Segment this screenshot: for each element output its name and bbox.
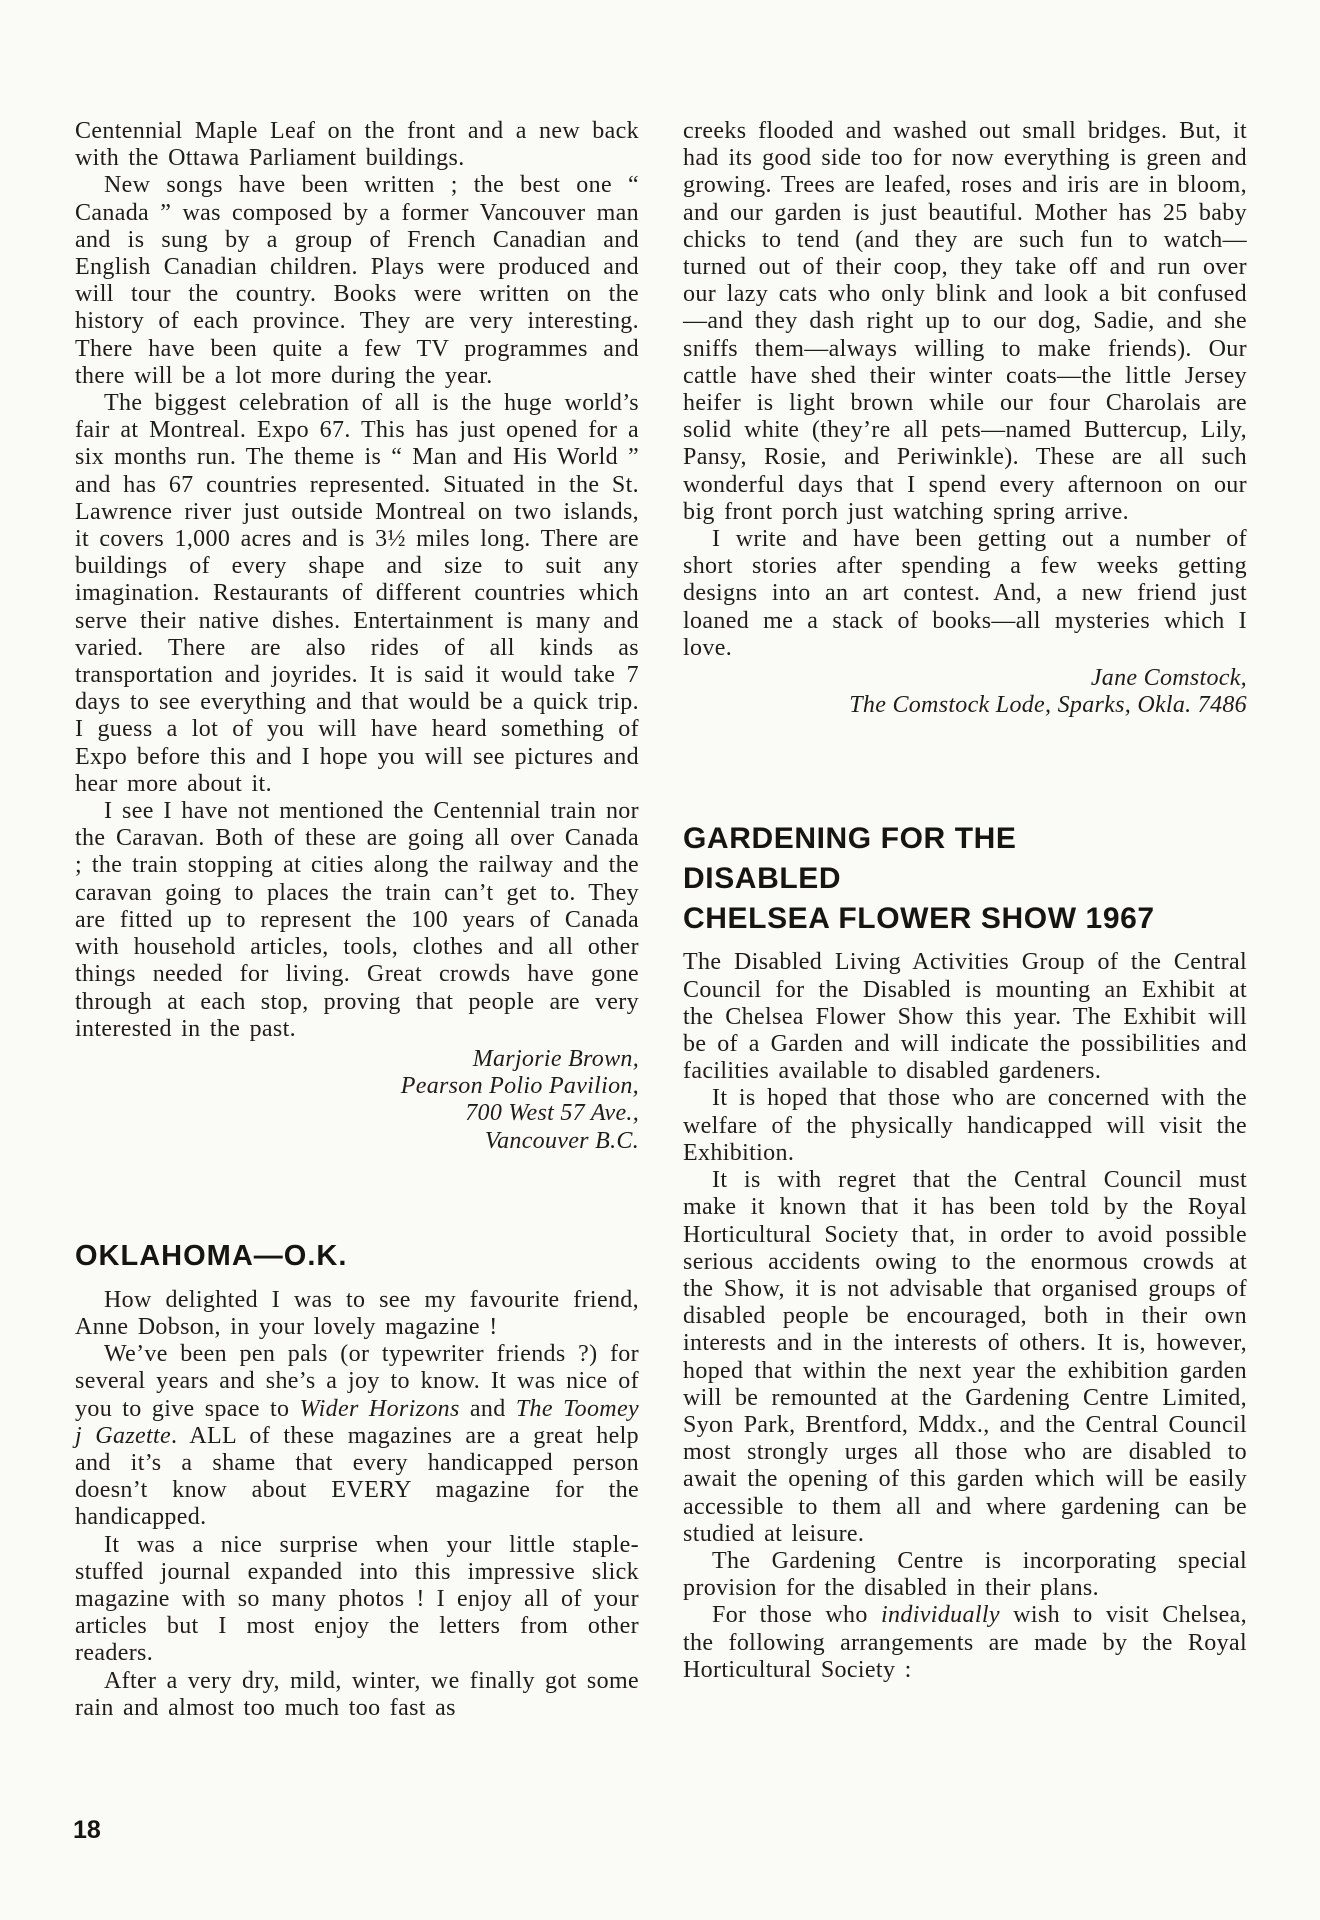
right-column xyxy=(683,118,1247,1722)
paragraph: Centennial Maple Leaf on the front and a new back with the Ottawa Parliament buildings. xyxy=(75,118,639,172)
paragraph: The Disabled Living Activities Group of the Central Council for the Disabled is mounting an Exhibit at the Chelsea Flower Show this year. The Exhibit will be of a Garden and will indicate the possibilities and facilities available to disabled gardeners. xyxy=(683,949,1247,1085)
paragraph: How delighted I was to see my favourite friend, Anne Dobson, in your lovely magazine ! xyxy=(75,1286,639,1340)
canada-letter-continuation xyxy=(75,118,639,1155)
left-column xyxy=(75,118,639,1722)
oklahoma-letter xyxy=(75,1241,639,1722)
comstock-letter-continuation xyxy=(683,118,1247,719)
comstock-letter-signature xyxy=(683,665,1247,719)
signature-line: Jane Comstock, xyxy=(1090,665,1247,692)
two-column-text-block xyxy=(75,118,1247,1722)
signature-line: Pearson Polio Pavilion, xyxy=(400,1073,639,1100)
paragraph: After a very dry, mild, winter, we finally got some rain and almost too much too fast as xyxy=(75,1667,639,1721)
gardening-heading-line: CHELSEA FLOWER SHOW 1967 xyxy=(683,902,1155,936)
paragraph: We’ve been pen pals (or typewriter friends ?) for several years and she’s a joy to know. It was nice of you to give space to Wider Horizons and The Toomey j Gazette. ALL of these magazines are a great help and it’s a shame that every handicapped person doesn’t know about EVERY magazine for the handicapped. xyxy=(75,1341,639,1531)
paragraph: For those who individually wish to visit Chelsea, the following arrangements are made by the Royal Horticultural Society : xyxy=(683,1602,1247,1683)
paragraph: New songs have been written ; the best one “ Canada ” was composed by a former Vancouver man and is sung by a group of French Canadian and English Canadian children. Plays were produced and will tour the country. Books were written on the history of each province. They are very interesting. There have been quite a few TV programmes and there will be a lot more during the year. xyxy=(75,172,639,389)
oklahoma-heading: OKLAHOMA—O.K. xyxy=(75,1239,348,1272)
paragraph: The Gardening Centre is incorporating special provision for the disabled in their plans. xyxy=(683,1547,1247,1602)
paragraph: I write and have been getting out a number of short stories after spending a few weeks getting designs into an art contest. And, a new friend just loaned me a stack of books—all mysteries which I love. xyxy=(683,526,1247,661)
signature-line: Vancouver B.C. xyxy=(484,1127,639,1154)
signature-line: 700 West 57 Ave., xyxy=(465,1100,639,1127)
gardening-article xyxy=(683,819,1247,1683)
signature-line: The Comstock Lode, Sparks, Okla. 7486 xyxy=(849,692,1247,719)
signature-line: Marjorie Brown, xyxy=(472,1045,639,1072)
gardening-heading-line: DISABLED xyxy=(683,862,842,896)
gardening-heading xyxy=(683,819,1247,939)
gardening-heading-line: GARDENING FOR THE xyxy=(683,822,1017,856)
paragraph: It is with regret that the Central Council must make it known that it has been told by the Royal Horticultural Society that, in order to avoid possible serious accidents owing to the enormous crowds at the Show, it is not advisable that organised groups of disabled people be encouraged, both in their own interests and in the interests of others. It is, however, hoped that within the next year the exhibition garden will be remounted at the Gardening Centre Limited, Syon Park, Brentford, Mddx., and the Central Council most strongly urges all those who are disabled to await the opening of this garden which will be easily accessible to them all and where gardening can be studied at leisure. xyxy=(683,1167,1247,1547)
canada-letter-signature xyxy=(75,1046,639,1155)
paragraph: creeks flooded and washed out small bridges. But, it had its good side too for now everything is green and growing. Trees are leafed, roses and iris are in bloom, and our garden is just beautiful. Mother has 25 baby chicks to tend (and they are such fun to watch—turned out of their coop, they take off and run over our lazy cats who only blink and look a bit confused—and they dash right up to our dog, Sadie, and she sniffs them—always willing to make friends). Our cattle have shed their winter coats—the little Jersey heifer is light brown while our four Charolais are solid white (they’re all pets—named Buttercup, Lily, Pansy, Rosie, and Periwinkle). These are all such wonderful days that I spend every afternoon on our big front porch just watching spring arrive. xyxy=(683,118,1247,525)
paragraph: It was a nice surprise when your little staple-stuffed journal expanded into this impressive slick magazine with so many photos ! I enjoy all of your articles but I most enjoy the letters from other readers. xyxy=(75,1531,639,1667)
page-number: 18 xyxy=(73,1816,101,1844)
paragraph: The biggest celebration of all is the huge world’s fair at Montreal. Expo 67. This has just opened for a six months run. The theme is “ Man and His World ” and has 67 countries represented. Situated in the St. Lawrence river just outside Montreal on two islands, it covers 1,000 acres and is 3½ miles long. There are buildings of every shape and size to suit any imagination. Restaurants of different countries which serve their native dishes. Entertainment is many and varied. There are also rides of all kinds as transportation and joyrides. It is said it would take 7 days to see everything and that would be a quick trip. I guess a lot of you will have heard something of Expo before this and I hope you will see pictures and hear more about it. xyxy=(75,390,639,797)
paragraph: I see I have not mentioned the Centennial train nor the Caravan. Both of these are going all over Canada ; the train stopping at cities along the railway and the caravan going to places the train can’t get to. They are fitted up to represent the 100 years of Canada with household articles, tools, clothes and all other things needed for living. Great crowds have gone through at each stop, proving that people are very interested in the past. xyxy=(75,798,639,1042)
paragraph: It is hoped that those who are concerned with the welfare of the physically handicapped will visit the Exhibition. xyxy=(683,1085,1247,1166)
